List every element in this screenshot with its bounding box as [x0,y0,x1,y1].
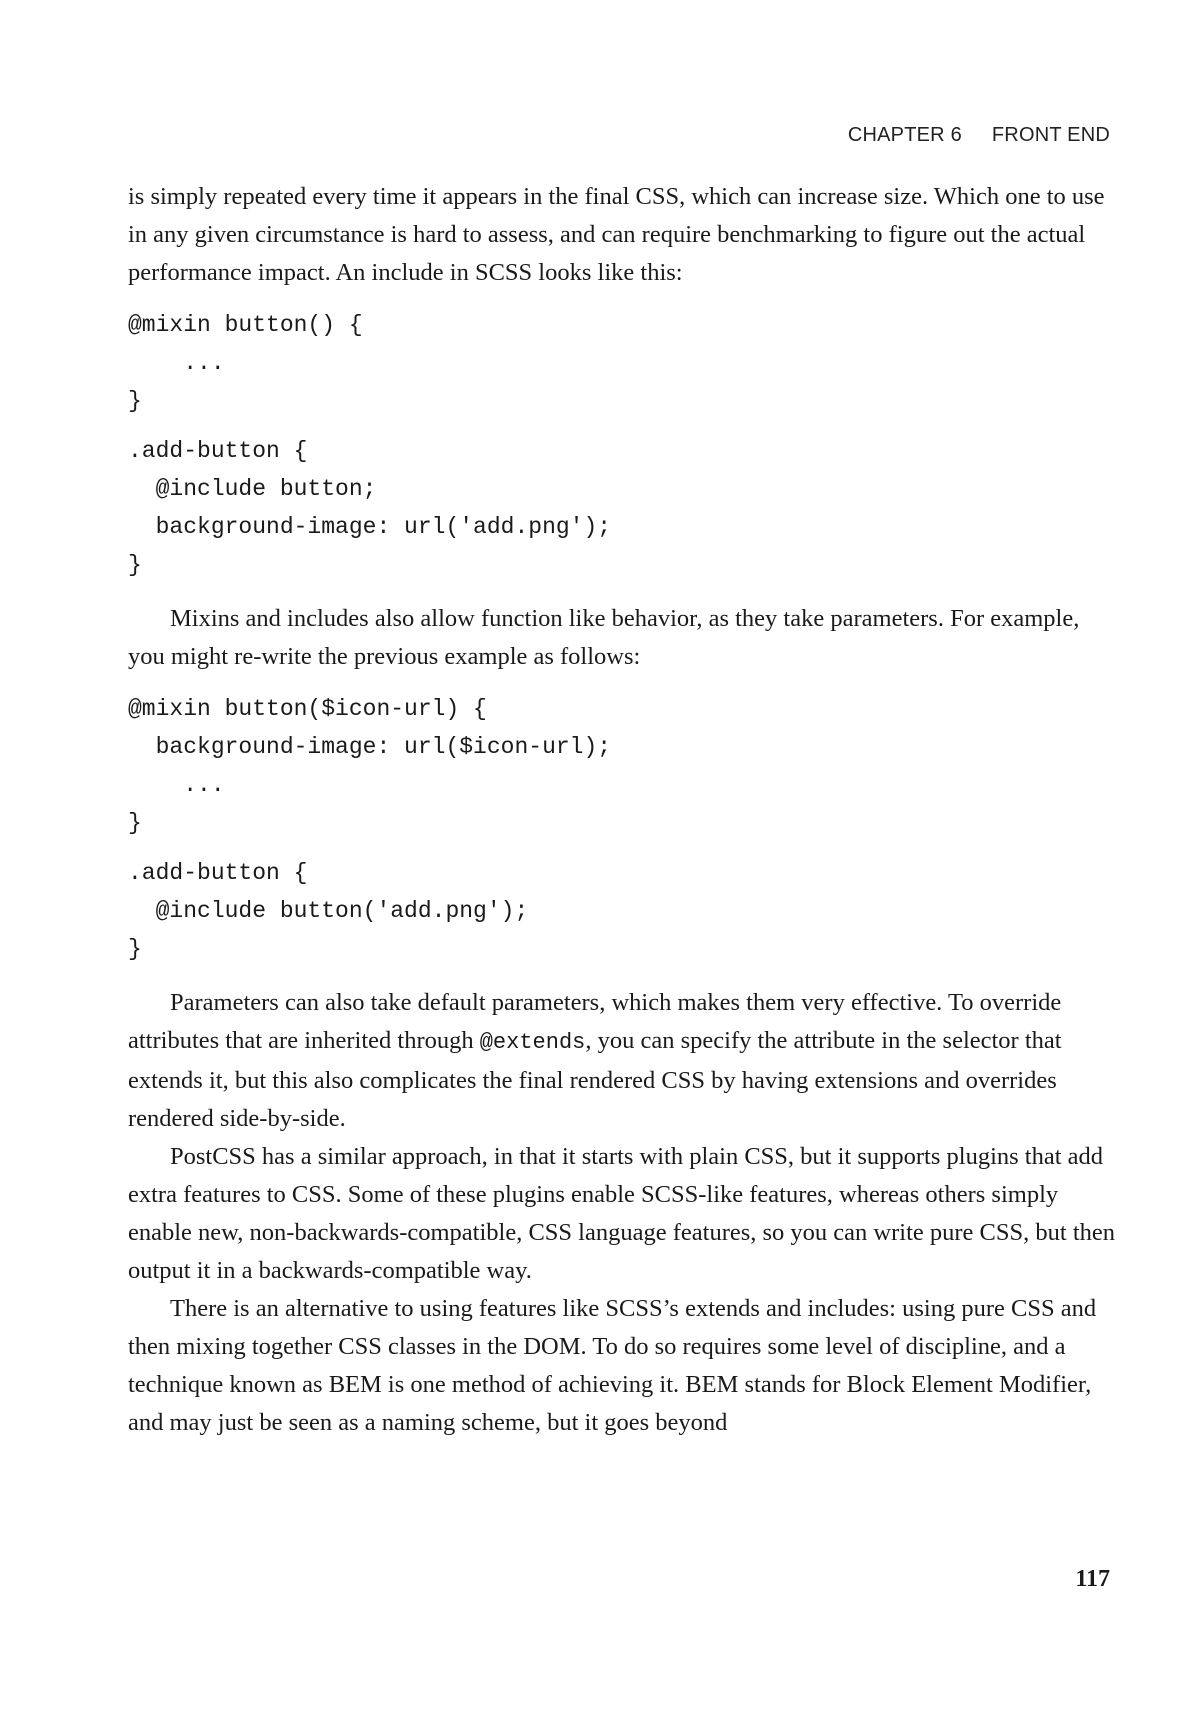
paragraph-3-text-end: , you can specify the attribute in the selector that extends it, but this also complicates the final rendered CSS by having extensions and overrides rendered side-by-side. [128,1027,1062,1132]
section-label: FRONT END [991,124,1110,146]
code-block-mixin-params [128,690,1118,968]
code-line: } [128,936,142,962]
paragraph-4: PostCSS has a similar approach, in that it starts with plain CSS, but it supports plugins that add extra features to CSS. Some of these plugins enable SCSS-like features, whereas others simply enable new, non-backwards-compatible, CSS language features, so you can write pure CSS, but then output it in a backwards-compatible way. [128,1143,1115,1284]
code-line: @mixin button($icon-url) { [128,696,487,722]
paragraph-3 [128,984,1118,1138]
code-line: background-image: url($icon-url); [128,734,612,760]
code-line: } [128,810,142,836]
inline-code-extends: @extends [479,1030,586,1055]
code-line: ... [128,350,225,376]
page-body [128,178,1118,1442]
code-line: } [128,388,142,414]
code-line: @mixin button() { [128,312,363,338]
code-line: background-image: url('add.png'); [128,514,612,540]
paragraph-3-text-start: Parameters can also take default parameters, which makes them very effective. To override attributes that are inherited through [128,989,1062,1054]
paragraph-5: There is an alternative to using features like SCSS’s extends and includes: using pure CSS and then mixing together CSS classes in the DOM. To do so requires some level of discipline, and a technique known as BEM is one method of achieving it. BEM stands for Block Element Modifier, and may just be seen as a naming scheme, but it goes beyond [128,1295,1097,1436]
chapter-label: CHAPTER 6 [847,124,962,146]
code-line: .add-button { [128,860,308,886]
paragraph-2: Mixins and includes also allow function like behavior, as they take parameters. For example, you might re-write the previous example as follows: [128,605,1080,670]
code-line: @include button('add.png'); [128,898,529,924]
code-line: .add-button { [128,438,308,464]
code-line: @include button; [128,476,377,502]
running-head [848,124,1110,147]
code-line: } [128,552,142,578]
paragraph-1: is simply repeated every time it appears in the final CSS, which can increase size. Which one to use in any given circumstance is hard to assess, and can require benchmarking to figure out the actual performance impact. An include in SCSS looks like this: [128,183,1105,286]
page-number: 117 [1075,1566,1110,1592]
code-line: ... [128,772,225,798]
code-block-mixin-include [128,306,1118,584]
